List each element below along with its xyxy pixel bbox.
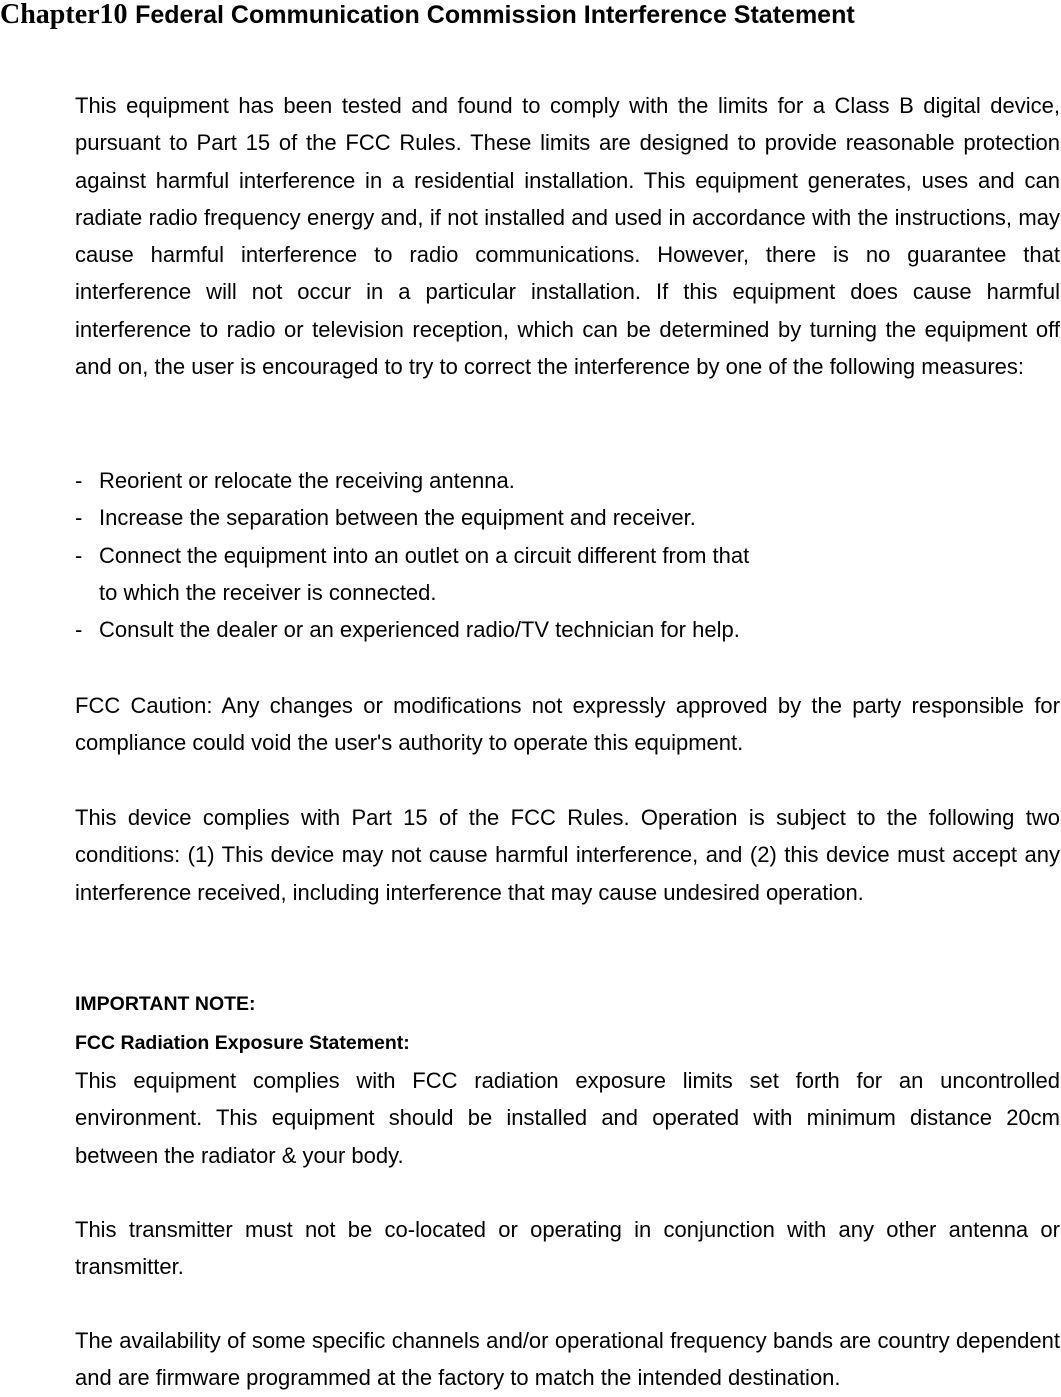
dash-marker: - (75, 468, 83, 493)
list-item (75, 462, 1060, 499)
important-note-heading: IMPORTANT NOTE: (75, 993, 256, 1015)
list-item (75, 611, 1060, 648)
exposure-statement-heading: FCC Radiation Exposure Statement: (75, 1032, 410, 1054)
colocation-paragraph: This transmitter must not be co-located or operating in conjunction with any other antenna or transmitter. (75, 1217, 1060, 1280)
dash-marker: - (75, 542, 83, 568)
measure-text: to which the receiver is connected. (99, 579, 437, 605)
dash-marker: - (75, 617, 83, 643)
measure-text: Increase the separation between the equipment and receiver. (99, 505, 696, 531)
part15-compliance-paragraph: This device complies with Part 15 of the FCC Rules. Operation is subject to the following two conditions: (1) This device may not cause harmful interference, and (2) this device must accept any interference received, including interference that may cause undesired operation. (75, 805, 1060, 905)
list-item-continuation (75, 574, 1060, 611)
chapter-heading: Federal Communication Commission Interference Statement (135, 1, 855, 29)
dash-marker: - (75, 505, 83, 531)
list-item (75, 499, 1060, 536)
fcc-caution-paragraph: FCC Caution: Any changes or modifications not expressly approved by the party responsible for compliance could void the user's authority to operate this equipment. (75, 693, 1060, 756)
exposure-paragraph: This equipment complies with FCC radiation exposure limits set forth for an uncontrolled environment. This equipment should be installed and operated with minimum distance 20cm between the radiator & your body. (75, 1068, 1060, 1168)
measure-text: Connect the equipment into an outlet on a circuit different from that (99, 542, 750, 568)
chapter-title (0, 0, 855, 31)
measure-text: Consult the dealer or an experienced radio/TV technician for help. (99, 617, 740, 643)
intro-paragraph: This equipment has been tested and found to comply with the limits for a Class B digital device, pursuant to Part 15 of the FCC Rules. These limits are designed to provide reasonable protection against harmful interference in a residential installation. This equipment generates, uses and can radiate radio frequency energy and, if not installed and used in accordance with the instructions, may cause harmful interference to radio communications. However, there is no guarantee that interference will not occur in a particular installation. If this equipment does cause harmful interference to radio or television reception, which can be determined by turning the equipment off and on, the user is encouraged to try to correct the interference by one of the following measures: (75, 93, 1060, 380)
measures-list (75, 462, 1060, 648)
chapter-number: Chapter10 (0, 0, 128, 30)
availability-paragraph: The availability of some specific channels and/or operational frequency bands are country dependent and are firmware programmed at the factory to match the intended destination. (75, 1328, 1060, 1391)
measure-text: Reorient or relocate the receiving antenna. (99, 468, 515, 493)
list-item (75, 537, 1060, 574)
